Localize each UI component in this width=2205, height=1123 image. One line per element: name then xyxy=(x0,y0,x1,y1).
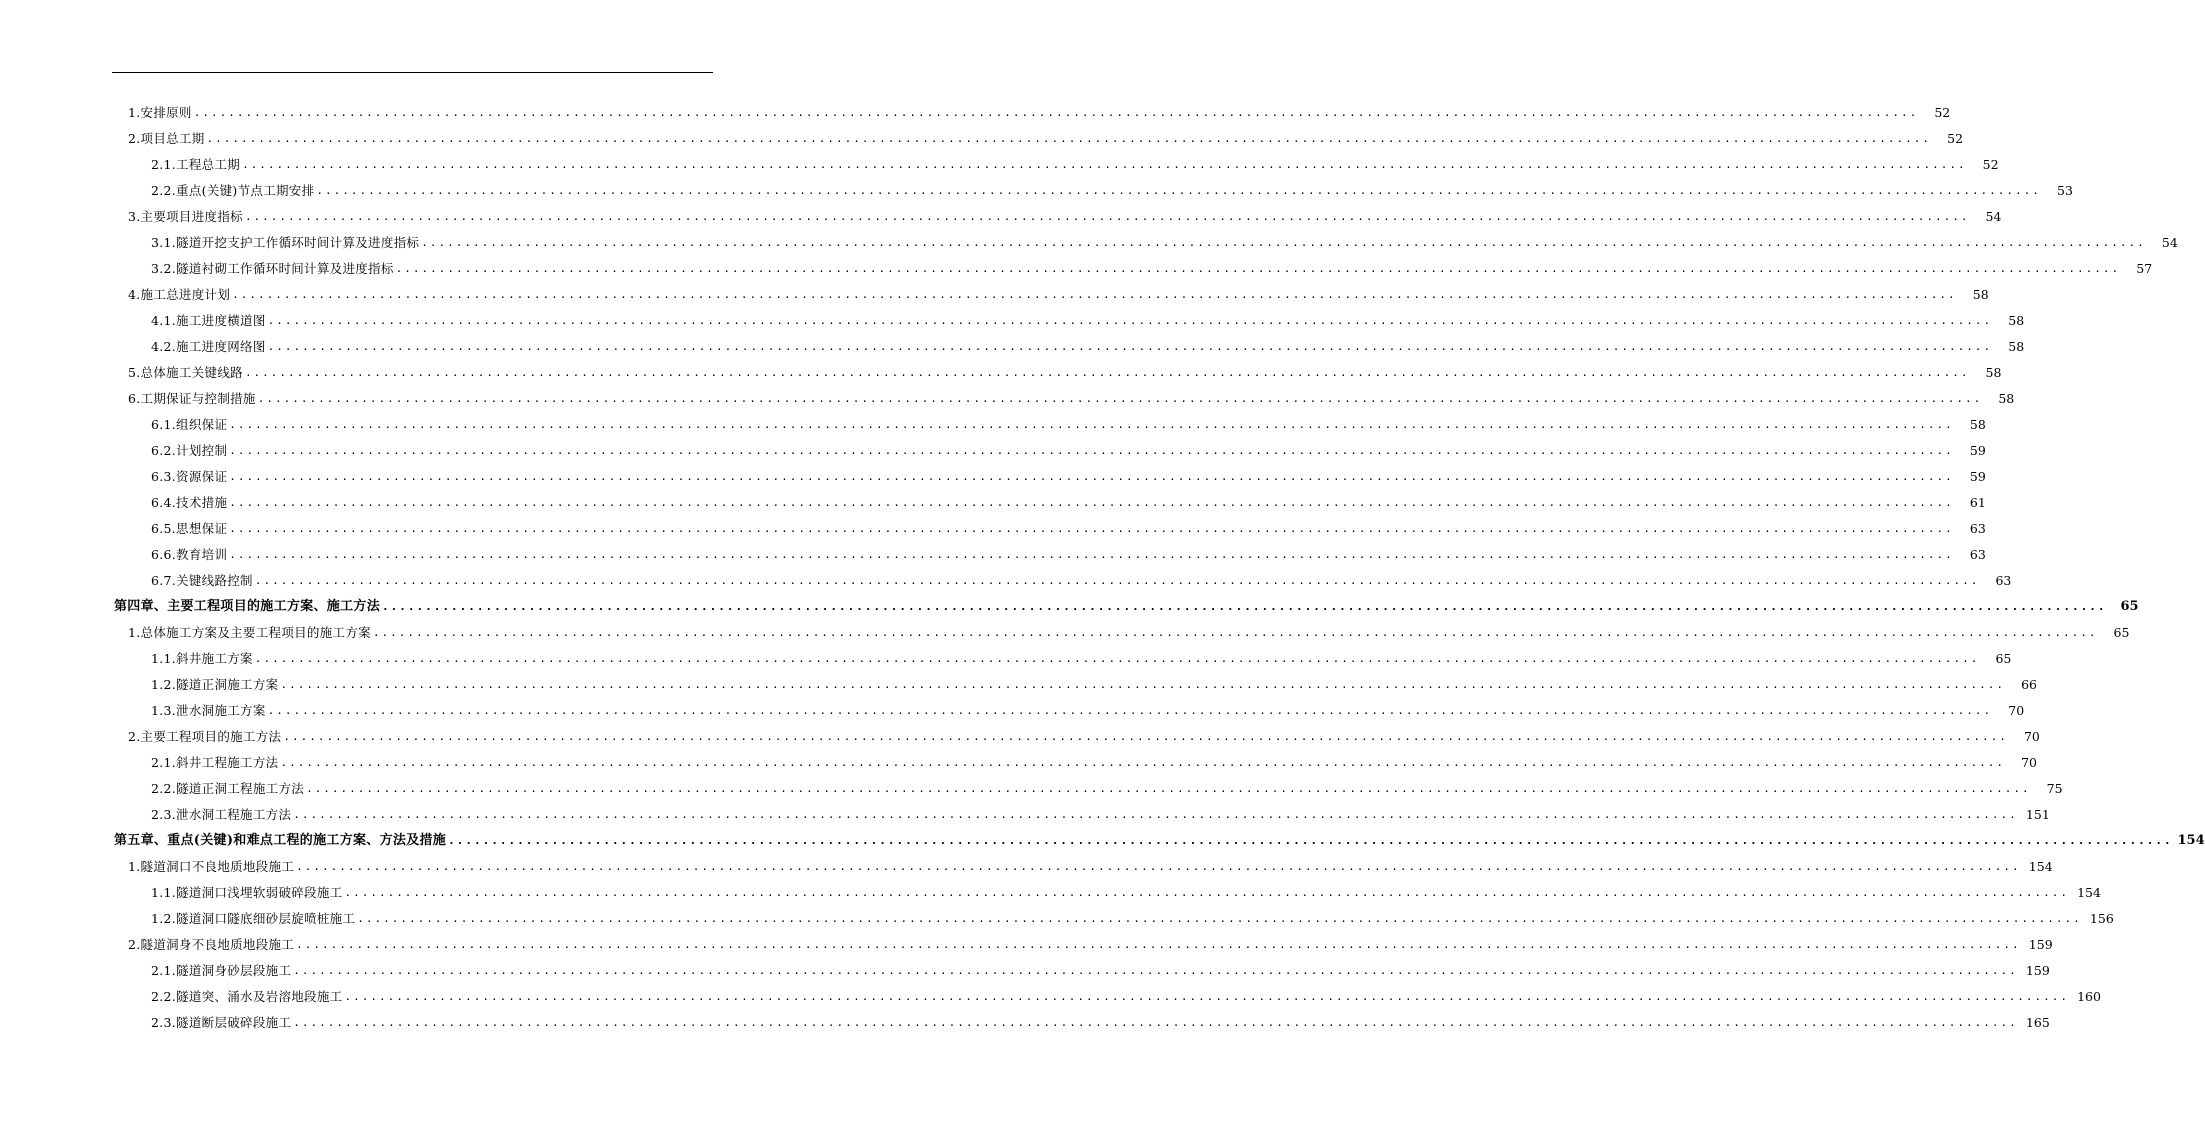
toc-entry-title: 1.安排原则 xyxy=(128,105,192,120)
toc-entry[interactable] xyxy=(0,407,1986,433)
toc-entry-title: 2.1.隧道洞身砂层段施工 xyxy=(151,963,292,978)
toc-entry-title: 4.施工总进度计划 xyxy=(128,287,231,302)
dot-leader: ........................................................................................................................................................................................................ xyxy=(296,938,2021,951)
toc-entry-page-number: 59 xyxy=(1969,443,1986,458)
toc-entry-page-number: 65 xyxy=(2120,599,2139,614)
toc-entry-page-number: 154 xyxy=(2077,885,2101,900)
toc-entry-page-number: 66 xyxy=(2021,677,2037,692)
toc-entry[interactable] xyxy=(0,693,2025,719)
toc-entry-page-number: 54 xyxy=(1985,209,2002,224)
toc-entry-page-number: 63 xyxy=(1969,521,1986,536)
toc-entry-title: 6.7.关键线路控制 xyxy=(151,573,253,588)
toc-entry-title: 5.总体施工关键线路 xyxy=(128,365,243,380)
toc-entry[interactable] xyxy=(0,1005,2050,1031)
toc-entry-page-number: 154 xyxy=(2177,833,2205,848)
dot-leader: ........................................................................................................................................................................................................ xyxy=(316,184,2041,197)
toc-entry-title: 2.2.重点(关键)节点工期安排 xyxy=(151,183,315,198)
dot-leader: ........................................................................................................................................................................................................ xyxy=(206,132,1932,145)
dot-leader: ........................................................................................................................................................................................................ xyxy=(254,652,1980,665)
dot-leader: ........................................................................................................................................................................................................ xyxy=(193,106,1919,119)
table-of-contents xyxy=(0,95,2205,1031)
toc-chapter-entry[interactable] xyxy=(0,823,2205,849)
toc-entry[interactable] xyxy=(0,355,2002,381)
toc-entry-page-number: 59 xyxy=(1969,469,1986,484)
dot-leader: ........................................................................................................................................................................................................ xyxy=(229,548,1954,561)
dot-leader: ........................................................................................................................................................................................................ xyxy=(254,574,1980,587)
toc-entry-page-number: 63 xyxy=(1969,547,1986,562)
toc-entry-page-number: 165 xyxy=(2025,1015,2050,1030)
dot-leader: ........................................................................................................................................................................................................ xyxy=(229,496,1954,509)
toc-entry-page-number: 52 xyxy=(1982,157,1999,172)
toc-entry-page-number: 70 xyxy=(2021,755,2037,770)
toc-entry-page-number: 53 xyxy=(2057,183,2073,198)
toc-entry[interactable] xyxy=(0,979,2101,1005)
toc-entry-title: 第五章、重点(关键)和难点工程的施工方案、方法及措施 xyxy=(114,833,447,848)
toc-entry-page-number: 70 xyxy=(2023,729,2040,744)
dot-leader: ........................................................................................................................................................................................................ xyxy=(242,158,1967,171)
toc-entry-title: 1.1.斜井施工方案 xyxy=(151,651,253,666)
toc-entry[interactable] xyxy=(0,719,2040,745)
toc-entry-title: 6.1.组织保证 xyxy=(151,417,228,432)
toc-entry-title: 6.5.思想保证 xyxy=(151,521,228,536)
toc-entry-page-number: 159 xyxy=(2025,963,2050,978)
toc-entry-title: 1.总体施工方案及主要工程项目的施工方案 xyxy=(128,625,371,640)
dot-leader: ........................................................................................................................................................................................................ xyxy=(280,756,2005,769)
toc-entry-title: 6.2.计划控制 xyxy=(151,443,228,458)
toc-entry-page-number: 61 xyxy=(1969,495,1986,510)
toc-entry-title: 1.3.泄水洞施工方案 xyxy=(151,703,266,718)
toc-entry[interactable] xyxy=(0,537,1986,563)
toc-chapter-entry[interactable] xyxy=(0,589,2139,615)
toc-entry-title: 2.3.泄水洞工程施工方法 xyxy=(151,807,292,822)
toc-entry-title: 6.4.技术措施 xyxy=(151,495,228,510)
dot-leader: ........................................................................................................................................................................................................ xyxy=(382,600,2107,613)
toc-entry-page-number: 58 xyxy=(2008,313,2025,328)
toc-entry-title: 3.2.隧道衬砌工作循环时间计算及进度指标 xyxy=(151,261,394,276)
dot-leader: ........................................................................................................................................................................................................ xyxy=(267,340,1993,353)
dot-leader: ........................................................................................................................................................................................................ xyxy=(395,262,2121,275)
toc-entry-title: 6.6.教育培训 xyxy=(151,547,228,562)
dot-leader: ........................................................................................................................................................................................................ xyxy=(267,314,1993,327)
toc-entry[interactable] xyxy=(0,771,2063,797)
toc-entry-page-number: 54 xyxy=(2161,235,2178,250)
toc-entry[interactable] xyxy=(0,953,2050,979)
toc-entry[interactable] xyxy=(0,849,2053,875)
header-rule xyxy=(112,72,713,73)
dot-leader: ........................................................................................................................................................................................................ xyxy=(421,236,2146,249)
dot-leader: ........................................................................................................................................................................................................ xyxy=(293,808,2018,821)
toc-entry-title: 2.2.隧道突、涌水及岩溶地段施工 xyxy=(151,989,343,1004)
toc-entry-page-number: 58 xyxy=(2008,339,2025,354)
toc-entry-title: 1.1.隧道洞口浅埋软弱破碎段施工 xyxy=(151,885,343,900)
dot-leader: ........................................................................................................................................................................................................ xyxy=(344,886,2069,899)
toc-entry-page-number: 58 xyxy=(1969,417,1986,432)
dot-leader: ........................................................................................................................................................................................................ xyxy=(344,990,2069,1003)
dot-leader: ........................................................................................................................................................................................................ xyxy=(229,522,1954,535)
dot-leader: ........................................................................................................................................................................................................ xyxy=(229,418,1954,431)
toc-entry-title: 2.主要工程项目的施工方法 xyxy=(128,729,282,744)
toc-entry-title: 1.隧道洞口不良地质地段施工 xyxy=(128,859,295,874)
toc-entry-page-number: 151 xyxy=(2025,807,2050,822)
toc-entry[interactable] xyxy=(0,485,1986,511)
toc-entry-title: 2.1.斜井工程施工方法 xyxy=(151,755,279,770)
toc-entry-title: 2.项目总工期 xyxy=(128,131,205,146)
toc-entry[interactable] xyxy=(0,615,2130,641)
dot-leader: ........................................................................................................................................................................................................ xyxy=(293,964,2018,977)
toc-entry-title: 1.2.隧道正洞施工方案 xyxy=(151,677,279,692)
dot-leader: ........................................................................................................................................................................................................ xyxy=(296,860,2021,873)
toc-entry[interactable] xyxy=(0,121,1964,147)
dot-leader: ........................................................................................................................................................................................................ xyxy=(267,704,1993,717)
toc-entry-page-number: 154 xyxy=(2028,859,2053,874)
toc-entry-title: 2.隧道洞身不良地质地段施工 xyxy=(128,937,295,952)
toc-entry[interactable] xyxy=(0,901,2114,927)
toc-entry[interactable] xyxy=(0,667,2037,693)
toc-entry[interactable] xyxy=(0,251,2153,277)
toc-entry-title: 6.工期保证与控制措施 xyxy=(128,391,256,406)
dot-leader: ........................................................................................................................................................................................................ xyxy=(372,626,2098,639)
dot-leader: ........................................................................................................................................................................................................ xyxy=(244,366,1970,379)
dot-leader: ........................................................................................................................................................................................................ xyxy=(229,444,1954,457)
toc-entry-title: 3.1.隧道开挖支护工作循环时间计算及进度指标 xyxy=(151,235,420,250)
toc-entry-page-number: 58 xyxy=(1972,287,1989,302)
toc-entry-title: 6.3.资源保证 xyxy=(151,469,228,484)
toc-entry[interactable] xyxy=(0,173,2073,199)
toc-entry-page-number: 70 xyxy=(2008,703,2025,718)
toc-entry[interactable] xyxy=(0,95,1951,121)
dot-leader: ........................................................................................................................................................................................................ xyxy=(280,678,2005,691)
toc-entry-page-number: 65 xyxy=(1995,651,2012,666)
toc-entry[interactable] xyxy=(0,381,2015,407)
dot-leader: ........................................................................................................................................................................................................ xyxy=(229,470,1954,483)
toc-entry[interactable] xyxy=(0,147,1999,173)
toc-entry-page-number: 156 xyxy=(2089,911,2114,926)
toc-entry[interactable] xyxy=(0,745,2037,771)
dot-leader: ........................................................................................................................................................................................................ xyxy=(448,834,2173,847)
toc-entry[interactable] xyxy=(0,511,1986,537)
toc-entry-page-number: 58 xyxy=(1998,391,2015,406)
dot-leader: ........................................................................................................................................................................................................ xyxy=(257,392,1983,405)
toc-entry-title: 4.2.施工进度网络图 xyxy=(151,339,266,354)
dot-leader: ........................................................................................................................................................................................................ xyxy=(283,730,2008,743)
toc-entry-page-number: 58 xyxy=(1985,365,2002,380)
dot-leader: ........................................................................................................................................................................................................ xyxy=(244,210,1970,223)
toc-entry-page-number: 52 xyxy=(1947,131,1964,146)
dot-leader: ........................................................................................................................................................................................................ xyxy=(232,288,1957,301)
toc-entry[interactable] xyxy=(0,199,2002,225)
toc-entry-title: 2.2.隧道正洞工程施工方法 xyxy=(151,781,305,796)
toc-entry-page-number: 52 xyxy=(1934,105,1951,120)
toc-entry-title: 3.主要项目进度指标 xyxy=(128,209,243,224)
toc-entry[interactable] xyxy=(0,433,1986,459)
toc-entry[interactable] xyxy=(0,277,1989,303)
toc-entry[interactable] xyxy=(0,797,2050,823)
toc-entry[interactable] xyxy=(0,225,2178,251)
toc-entry[interactable] xyxy=(0,563,2012,589)
dot-leader: ........................................................................................................................................................................................................ xyxy=(357,912,2082,925)
toc-entry-title: 2.1.工程总工期 xyxy=(151,157,241,172)
toc-entry-page-number: 75 xyxy=(2046,781,2063,796)
toc-entry[interactable] xyxy=(0,927,2053,953)
toc-entry-page-number: 63 xyxy=(1995,573,2012,588)
toc-entry-title: 2.3.隧道断层破碎段施工 xyxy=(151,1015,292,1030)
dot-leader: ........................................................................................................................................................................................................ xyxy=(306,782,2031,795)
toc-entry[interactable] xyxy=(0,641,2012,667)
toc-entry-page-number: 57 xyxy=(2136,261,2153,276)
toc-entry-title: 1.2.隧道洞口隧底细砂层旋喷桩施工 xyxy=(151,911,356,926)
toc-entry-page-number: 159 xyxy=(2028,937,2053,952)
toc-entry[interactable] xyxy=(0,459,1986,485)
toc-entry-title: 第四章、主要工程项目的施工方案、施工方法 xyxy=(114,599,381,614)
toc-entry[interactable] xyxy=(0,329,2025,355)
toc-entry[interactable] xyxy=(0,303,2025,329)
dot-leader: ........................................................................................................................................................................................................ xyxy=(293,1016,2018,1029)
toc-entry-title: 4.1.施工进度横道图 xyxy=(151,313,266,328)
toc-entry-page-number: 65 xyxy=(2113,625,2130,640)
toc-entry-page-number: 160 xyxy=(2077,989,2101,1004)
toc-entry[interactable] xyxy=(0,875,2101,901)
